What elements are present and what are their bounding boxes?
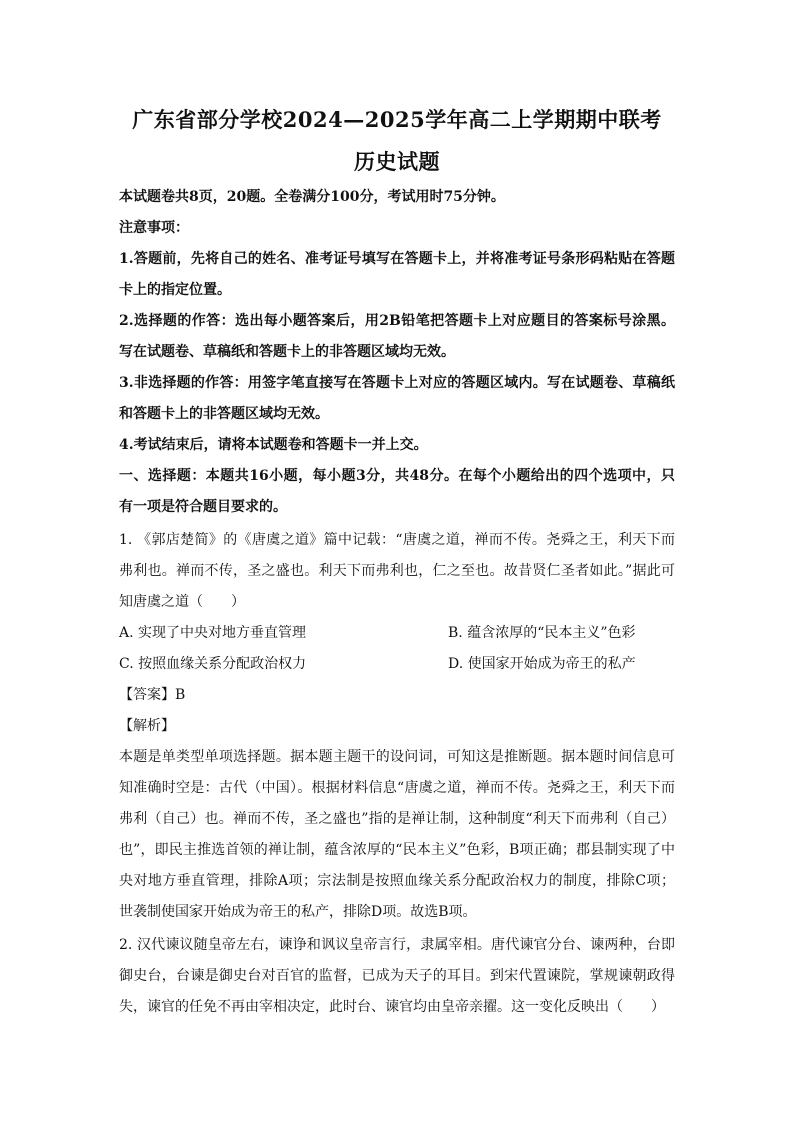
notice-item-4: 4.考试结束后，请将本试题卷和答题卡一并上交。: [119, 437, 428, 453]
notice-item-1-cont: 卡上的指定位置。: [119, 282, 231, 298]
document-subtitle: 历史试题: [354, 149, 440, 174]
question-1-option-b: B. 蕴含浓厚的“民本主义”色彩: [448, 625, 636, 641]
notice-heading: 注意事项：: [119, 220, 189, 236]
notice-item-1: 1.答题前，先将自己的姓名、准考证号填写在答题卡上，并将准考证号条形码粘贴在答题: [119, 251, 675, 267]
section-heading: 一、选择题：本题共16小题，每小题3分，共48分。在每个小题给出的四个选项中，只: [119, 468, 675, 484]
question-1-analysis-line: 也”，即民主推选首领的禅让制，蕴含浓厚的“民本主义”色彩，B项正确；郡县制实现了中: [119, 842, 675, 858]
notice-item-2: 2.选择题的作答：选出每小题答案后，用2B铅笔把答题卡上对应题目的答案标号涂黑。: [119, 313, 675, 329]
question-1-analysis-heading: 【解析】: [119, 718, 175, 734]
document-title: 广东省部分学校2024—2025学年高二上学期期中联考: [132, 107, 662, 132]
exam-summary: 本试题卷共8页，20题。全卷满分100分，考试用时75分钟。: [119, 189, 505, 205]
question-1-option-a: A. 实现了中央对地方垂直管理: [119, 625, 307, 641]
question-2-stem-end: 失，谏官的任免不再由宰相决定，此时台、谏官均由皇帝亲擢。这一变化反映出（ ）: [119, 999, 665, 1015]
question-1-option-d: D. 使国家开始成为帝王的私产: [448, 656, 636, 672]
question-1-stem: 1. 《郭店楚简》的《唐虞之道》篇中记载：“唐虞之道，禅而不传。尧舜之王，利天下而: [119, 532, 675, 548]
notice-item-3-cont: 和答题卡上的非答题区域均无效。: [119, 406, 329, 422]
section-heading-cont: 有一项是符合题目要求的。: [119, 499, 287, 515]
question-1-option-c: C. 按照血缘关系分配政治权力: [119, 656, 307, 672]
question-1-stem-cont: 弗利也。禅而不传，圣之盛也。利天下而弗利也，仁之至也。故昔贤仁圣者如此。”据此可: [119, 563, 675, 579]
question-1-analysis-line: 世袭制使国家开始成为帝王的私产，排除D项。故选B项。: [119, 904, 477, 920]
question-1-analysis-line: 本题是单类型单项选择题。据本题主题干的设问词，可知这是推断题。据本题时间信息可: [119, 749, 675, 765]
question-2-stem-cont: 御史台，台谏是御史台对百官的监督，已成为天子的耳目。到宋代置谏院，掌规谏朝政得: [119, 968, 675, 984]
question-1-stem-end: 知唐虞之道（ ）: [119, 594, 245, 610]
question-1-analysis-line: 央对地方垂直管理，排除A项；宗法制是按照血缘关系分配政治权力的制度，排除C项；: [119, 873, 675, 889]
question-1-answer: 【答案】B: [119, 687, 186, 703]
question-2-stem: 2. 汉代谏议随皇帝左右，谏诤和讽议皇帝言行，隶属宰相。唐代谏官分台、谏两种，台即: [119, 937, 675, 953]
question-1-analysis-line: 知准确时空是：古代（中国）。根据材料信息“唐虞之道，禅而不传。尧舜之王，利天下而: [119, 780, 675, 796]
notice-item-2-cont: 写在试题卷、草稿纸和答题卡上的非答题区域均无效。: [119, 344, 455, 360]
question-1-analysis-line: 弗利（自己）也。禅而不传，圣之盛也”指的是禅让制，这种制度“利天下而弗利（自己）: [119, 811, 675, 827]
notice-item-3: 3.非选择题的作答：用签字笔直接写在答题卡上对应的答题区域内。写在试题卷、草稿纸: [119, 375, 675, 391]
